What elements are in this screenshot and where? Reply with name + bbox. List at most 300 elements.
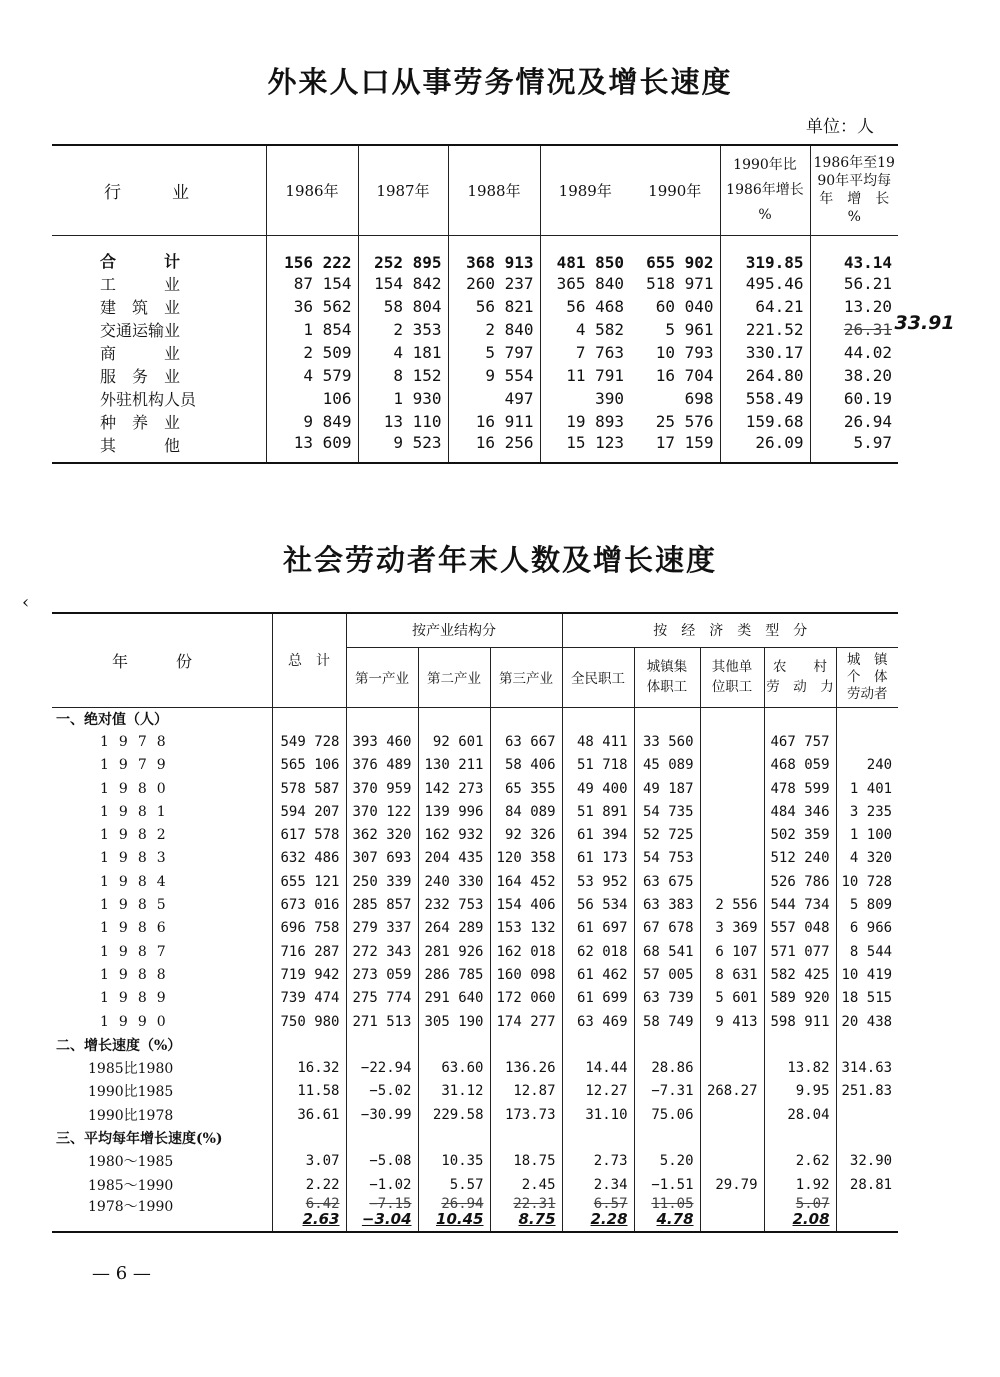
- table2-cell-p1: −22.94: [346, 1056, 418, 1079]
- table2-row: [52, 1103, 898, 1126]
- table2-cell-total: 594 207: [272, 800, 346, 823]
- table2-cell-p2: 10.35: [418, 1150, 490, 1173]
- table2-row-label: 1990比1985: [88, 1084, 174, 1101]
- table2-cell-rural: 544 734: [764, 893, 836, 916]
- table2-cell-total: 36.61: [272, 1103, 346, 1126]
- table2-cell-indiv: 4 320: [836, 847, 898, 870]
- table2-empty-cell: [700, 707, 764, 730]
- table2-row: [52, 1173, 898, 1196]
- table2-section-row: [52, 1033, 898, 1056]
- table2-header-tertiary: 第三产业: [490, 647, 562, 707]
- table2-cell-p3: 173.73: [490, 1103, 562, 1126]
- handwritten-value: 2.63: [302, 1210, 340, 1229]
- table2-cell-p1: 393 460: [346, 730, 418, 753]
- table2-cell-indiv: 20 438: [836, 1010, 898, 1033]
- table2-header-group-industry: 按产业结构分: [346, 613, 562, 647]
- table2-row: [52, 917, 898, 940]
- table2-cell-p1: 362 320: [346, 823, 418, 846]
- table1-cell-ratio: 264.80: [720, 364, 810, 387]
- table2-row-label: 1983: [100, 850, 176, 867]
- table2-row: [52, 754, 898, 777]
- table2-cell-coll: 68 541: [634, 940, 700, 963]
- table1-cell-ratio: 64.21: [720, 295, 810, 318]
- table2-empty-cell: [836, 707, 898, 730]
- table2-cell-rural: 28.04: [764, 1103, 836, 1126]
- table2-cell-other: 268.27: [700, 1080, 764, 1103]
- table1-cell-v1986: 87 154: [266, 272, 358, 295]
- table2-empty-cell: [634, 707, 700, 730]
- struck-value: 6.42: [305, 1196, 340, 1213]
- table2-cell-p1: 370 122: [346, 800, 418, 823]
- table2-title: 社会劳动者年末人数及增长速度: [282, 543, 717, 577]
- table2-row-label: 1989: [100, 990, 176, 1007]
- table1-cell-avg: 13.20: [810, 295, 898, 318]
- table2-header-primary: 第一产业: [346, 647, 418, 707]
- table2-row: [52, 1150, 898, 1173]
- table1-cell-v1990: 16 704: [655, 366, 714, 385]
- table2-section-row: [52, 707, 898, 730]
- table2-cell-state: 61 699: [562, 987, 634, 1010]
- table2-cell-other: 2 556: [700, 893, 764, 916]
- table2-cell-p2: 139 996: [418, 800, 490, 823]
- margin-mark: ‹: [22, 592, 30, 613]
- table1-cell-v1986: 2 509: [266, 341, 358, 364]
- table1-unit: 单位：人: [806, 117, 874, 137]
- table1-cell-v1986: 9 849: [266, 410, 358, 433]
- table2-section-label: 二、增长速度（%）: [56, 1037, 182, 1054]
- table2-cell-other: 3 369: [700, 917, 764, 940]
- table1-cell-avg: 5.97: [810, 433, 898, 463]
- table1-cell-v1986: 156 222: [266, 235, 358, 272]
- table2-empty-cell: [490, 707, 562, 730]
- table1-cell-v1987: 4 181: [358, 341, 448, 364]
- table2-header-collective-line: 城镇集: [646, 659, 688, 675]
- table1-row: [52, 433, 898, 463]
- table2-cell-p2: 229.58: [418, 1103, 490, 1126]
- table1-header-avg-line: 年 增 长: [819, 191, 890, 208]
- table2-cell-state: 2.73: [562, 1150, 634, 1173]
- table2-cell-p2: [418, 1196, 490, 1232]
- table1-cell-v1987: 2 353: [358, 318, 448, 341]
- table1-cell-v1986: 1 854: [266, 318, 358, 341]
- table2-cell-p3: 120 358: [490, 847, 562, 870]
- table2-cell-state: 53 952: [562, 870, 634, 893]
- table1-header-year: 1990年: [648, 181, 702, 200]
- table1-header-year: 1987年: [358, 145, 448, 235]
- table2-row-label: 1981: [100, 803, 176, 820]
- table1-row-label: 种 养 业: [100, 413, 181, 432]
- table2-cell-other: [700, 800, 764, 823]
- table2-cell-p2: 204 435: [418, 847, 490, 870]
- table2-row-label: 1978: [100, 733, 176, 750]
- table2-row-label: 1985～1990: [88, 1177, 174, 1194]
- struck-value: 11.05: [651, 1196, 694, 1213]
- table1-cell-ratio: 330.17: [720, 341, 810, 364]
- table1-row-label: 商 业: [100, 344, 181, 363]
- table1-row-label: 交通运输业: [100, 321, 181, 340]
- table1-cell-v1990: 698: [684, 389, 714, 408]
- table2-cell-p3: 84 089: [490, 800, 562, 823]
- table2-cell-total: 716 287: [272, 940, 346, 963]
- table1-cell-v1990: 655 902: [646, 253, 714, 272]
- table2-cell-rural: 467 757: [764, 730, 836, 753]
- table1-cell-avg: 26.94: [810, 410, 898, 433]
- table2-empty-cell: [562, 707, 634, 730]
- table1-header-ratio-line: %: [758, 206, 772, 223]
- table1-row-label: 建 筑 业: [100, 298, 181, 317]
- table1-cell-v1987: 154 842: [358, 272, 448, 295]
- table2-cell-rural: [764, 1196, 836, 1232]
- table1-cell-ratio: 319.85: [720, 235, 810, 272]
- table2-cell-indiv: 28.81: [836, 1173, 898, 1196]
- table2-empty-cell: [764, 707, 836, 730]
- table2-header-individual-line: 个 体: [847, 668, 888, 685]
- table2-cell-p3: 174 277: [490, 1010, 562, 1033]
- table1-cell-v1986: 13 609: [266, 433, 358, 463]
- table2-cell-p3: 172 060: [490, 987, 562, 1010]
- handwritten-value: 2.08: [792, 1210, 830, 1229]
- table2-row: [52, 893, 898, 916]
- table2-cell-indiv: [836, 730, 898, 753]
- table2-cell-other: [700, 847, 764, 870]
- table2-cell-indiv: 240: [836, 754, 898, 777]
- table2-cell-p3: 12.87: [490, 1080, 562, 1103]
- table1-row: [52, 295, 898, 318]
- table2-cell-state: 49 400: [562, 777, 634, 800]
- table2-cell-p1: −1.02: [346, 1173, 418, 1196]
- table1-cell-avg: 26.31 33.91: [810, 318, 898, 341]
- table2-cell-state: 14.44: [562, 1056, 634, 1079]
- table2-cell-p2: 130 211: [418, 754, 490, 777]
- table1-cell-v1987: 1 930: [358, 387, 448, 410]
- handwritten-correction: 33.91: [894, 312, 955, 334]
- handwritten-value: 10.45: [436, 1210, 484, 1229]
- table1-cell-v1990: 17 159: [655, 433, 714, 452]
- table1-cell-v1990: 5 961: [665, 320, 714, 339]
- table2-row-label: 1990: [100, 1013, 176, 1030]
- table2-cell-rural: 582 425: [764, 963, 836, 986]
- table1-cell-v1988: 16 911: [448, 410, 540, 433]
- handwritten-value: 4.78: [656, 1210, 694, 1229]
- table2-cell-other: [700, 823, 764, 846]
- table1-cell-v1989: 7 763: [540, 341, 630, 364]
- table2-cell-p1: −5.02: [346, 1080, 418, 1103]
- table1-row-label: 外驻机构人员: [100, 390, 197, 409]
- table2-cell-p2: 31.12: [418, 1080, 490, 1103]
- table2: [52, 612, 898, 1233]
- table1-cell-v1987: 252 895: [358, 235, 448, 272]
- table2-cell-total: 632 486: [272, 847, 346, 870]
- table1-cell-v1990: 10 793: [655, 343, 714, 362]
- table2-cell-p1: 272 343: [346, 940, 418, 963]
- table1-row: [52, 364, 898, 387]
- table1: [52, 144, 955, 464]
- table2-empty-cell: [562, 1126, 634, 1149]
- table2-cell-p2: 92 601: [418, 730, 490, 753]
- table1-header-avg-line: 1986年至19: [813, 155, 895, 172]
- table2-cell-total: 2.22: [272, 1173, 346, 1196]
- table2-cell-state: 61 173: [562, 847, 634, 870]
- table1-cell-avg: 43.14: [810, 235, 898, 272]
- table2-header-rural: [764, 647, 836, 707]
- table2-cell-state: 61 697: [562, 917, 634, 940]
- table1-header-industry: 行 业: [104, 182, 189, 203]
- table2-cell-p3: 65 355: [490, 777, 562, 800]
- table1-cell-avg: 38.20: [810, 364, 898, 387]
- table1-cell-ratio: 495.46: [720, 272, 810, 295]
- table2-header-collective-line: 体职工: [646, 679, 688, 695]
- table2-header-year: 年 份: [52, 613, 272, 707]
- table1-cell-v1986: 106: [266, 387, 358, 410]
- table2-cell-p3: 164 452: [490, 870, 562, 893]
- table1-cell-ratio: 26.09: [720, 433, 810, 463]
- table1-cell-v1990: 518 971: [646, 274, 714, 293]
- table2-header-secondary: 第二产业: [418, 647, 490, 707]
- table2-cell-other: [700, 1196, 764, 1232]
- table2-header-rural-line: 劳 动 力: [766, 679, 834, 695]
- table2-header-collective: [634, 647, 700, 707]
- table1-header-ratio-line: 1990年比: [733, 156, 797, 173]
- table2-header-other-line: 位职工: [711, 679, 753, 695]
- table1-cell-v1987: 58 804: [358, 295, 448, 318]
- table2-empty-cell: [764, 1033, 836, 1056]
- table2-empty-cell: [490, 1033, 562, 1056]
- table2-cell-total: 565 106: [272, 754, 346, 777]
- table2-cell-p1: 285 857: [346, 893, 418, 916]
- table2-cell-coll: 54 753: [634, 847, 700, 870]
- table2-cell-p2: 240 330: [418, 870, 490, 893]
- table2-cell-rural: 13.82: [764, 1056, 836, 1079]
- table1-cell-v1988: 9 554: [448, 364, 540, 387]
- table2-empty-cell: [836, 1033, 898, 1056]
- table2-cell-state: 51 718: [562, 754, 634, 777]
- table1-cell-avg: 56.21: [810, 272, 898, 295]
- table2-header-state: 全民职工: [562, 647, 634, 707]
- table2-cell-other: [700, 870, 764, 893]
- table2-cell-coll: 58 749: [634, 1010, 700, 1033]
- table1-row: [52, 410, 898, 433]
- table2-cell-indiv: 3 235: [836, 800, 898, 823]
- table2-cell-rural: 598 911: [764, 1010, 836, 1033]
- table2-cell-other: 5 601: [700, 987, 764, 1010]
- table2-cell-indiv: 18 515: [836, 987, 898, 1010]
- table2-row: [52, 800, 898, 823]
- table1-cell-ratio: 221.52: [720, 318, 810, 341]
- table2-cell-p1: 271 513: [346, 1010, 418, 1033]
- table1-cell-v1989: 15 123: [540, 433, 630, 463]
- table2-cell-coll: 5.20: [634, 1150, 700, 1173]
- table1-header-year: 1988年: [448, 145, 540, 235]
- table2-header-other-line: 其他单: [711, 659, 753, 675]
- table2-cell-total: 549 728: [272, 730, 346, 753]
- table2-cell-total: 696 758: [272, 917, 346, 940]
- table2-empty-cell: [346, 707, 418, 730]
- table2-cell-state: 31.10: [562, 1103, 634, 1126]
- table2-cell-p2: 281 926: [418, 940, 490, 963]
- table1-cell-v1990: 25 576: [655, 412, 714, 431]
- table2-cell-total: 673 016: [272, 893, 346, 916]
- table1-row: [52, 235, 898, 272]
- table1-cell-v1988: 5 797: [448, 341, 540, 364]
- table1-cell-v1987: 9 523: [358, 433, 448, 463]
- table2-cell-indiv: 251.83: [836, 1080, 898, 1103]
- table2-cell-rural: 526 786: [764, 870, 836, 893]
- table2-cell-p2: 142 273: [418, 777, 490, 800]
- table1-cell-v1989: 4 582: [540, 318, 630, 341]
- table2-cell-p1: 279 337: [346, 917, 418, 940]
- table2-cell-coll: 67 678: [634, 917, 700, 940]
- table2-empty-cell: [272, 1033, 346, 1056]
- table2-cell-p2: 63.60: [418, 1056, 490, 1079]
- table2-row: [52, 1080, 898, 1103]
- table2-empty-cell: [346, 1126, 418, 1149]
- struck-value: 22.31: [513, 1196, 556, 1213]
- table2-cell-p1: 275 774: [346, 987, 418, 1010]
- table2-cell-total: 11.58: [272, 1080, 346, 1103]
- table2-cell-state: 63 469: [562, 1010, 634, 1033]
- handwritten-value: 8.75: [518, 1210, 556, 1229]
- table2-cell-p1: −5.08: [346, 1150, 418, 1173]
- table1-cell-v1987: 8 152: [358, 364, 448, 387]
- table1-cell-v1989: 390: [540, 387, 630, 410]
- table2-header-rural-line: 农 村: [773, 659, 828, 675]
- table2-cell-p1: 273 059: [346, 963, 418, 986]
- table2-empty-cell: [764, 1126, 836, 1149]
- table2-cell-p2: 5.57: [418, 1173, 490, 1196]
- table2-empty-cell: [490, 1126, 562, 1149]
- table2-row-label: 1987: [100, 943, 176, 960]
- table2-cell-indiv: 1 401: [836, 777, 898, 800]
- table2-empty-cell: [562, 1033, 634, 1056]
- table2-cell-state: 62 018: [562, 940, 634, 963]
- table2-header-individual-line: 劳动者: [847, 685, 888, 702]
- table2-cell-coll: 75.06: [634, 1103, 700, 1126]
- table2-cell-state: [562, 1196, 634, 1232]
- table1-body: [52, 235, 955, 463]
- table2-body: [52, 707, 898, 1232]
- table2-cell-other: 9 413: [700, 1010, 764, 1033]
- table1-header-ratio-line: 1986年增长: [726, 181, 804, 198]
- table2-row: [52, 777, 898, 800]
- table1-cell-v1988: 260 237: [448, 272, 540, 295]
- table2-empty-cell: [418, 1033, 490, 1056]
- table2-cell-indiv: 10 728: [836, 870, 898, 893]
- table2-cell-indiv: 1 100: [836, 823, 898, 846]
- table2-cell-indiv: 8 544: [836, 940, 898, 963]
- struck-value: 6.57: [593, 1196, 628, 1213]
- table2-row-label: 1982: [100, 827, 176, 844]
- table2-cell-p3: 18.75: [490, 1150, 562, 1173]
- table2-cell-other: [700, 777, 764, 800]
- table2-row: [52, 847, 898, 870]
- struck-value: −7.15: [369, 1196, 412, 1213]
- table2-cell-p3: 160 098: [490, 963, 562, 986]
- table2-cell-p1: 250 339: [346, 870, 418, 893]
- table2-empty-cell: [272, 707, 346, 730]
- table2-cell-p3: 162 018: [490, 940, 562, 963]
- table2-cell-other: 8 631: [700, 963, 764, 986]
- table2-cell-indiv: 5 809: [836, 893, 898, 916]
- table2-cell-indiv: [836, 1196, 898, 1232]
- table1-header-year: 1989年: [540, 145, 630, 235]
- table2-cell-p1: 307 693: [346, 847, 418, 870]
- table2-cell-p1: [346, 1196, 418, 1232]
- table2-cell-indiv: 6 966: [836, 917, 898, 940]
- table2-header-total: 总 计: [272, 613, 346, 707]
- table1-cell-v1988: 56 821: [448, 295, 540, 318]
- table1-header-year: 1986年: [266, 145, 358, 235]
- table2-cell-other: [700, 754, 764, 777]
- table1-header-avg: [810, 145, 898, 235]
- table2-cell-p1: −30.99: [346, 1103, 418, 1126]
- table2-cell-indiv: 314.63: [836, 1056, 898, 1079]
- table2-cell-indiv: [836, 1103, 898, 1126]
- table2-cell-total: 719 942: [272, 963, 346, 986]
- struck-value: 26.94: [441, 1196, 484, 1213]
- table2-cell-p3: 136.26: [490, 1056, 562, 1079]
- table2-section-row: [52, 1126, 898, 1149]
- table2-cell-rural: 2.62: [764, 1150, 836, 1173]
- table2-cell-coll: 49 187: [634, 777, 700, 800]
- table1-cell-v1990: 60 040: [655, 297, 714, 316]
- table2-row-label: 1985: [100, 897, 176, 914]
- table2-section-label: 一、绝对值（人）: [56, 711, 168, 728]
- table2-empty-cell: [700, 1126, 764, 1149]
- handwritten-value: 2.28: [590, 1210, 628, 1229]
- table2-section-label: 三、平均每年增长速度(%): [56, 1130, 223, 1147]
- table1-cell-v1989: 481 850: [540, 235, 630, 272]
- table2-cell-coll: 28.86: [634, 1056, 700, 1079]
- table2-cell-rural: 484 346: [764, 800, 836, 823]
- table2-cell-state: 56 534: [562, 893, 634, 916]
- table2-cell-p3: 63 667: [490, 730, 562, 753]
- table1-cell-v1988: 16 256: [448, 433, 540, 463]
- table2-cell-indiv: 32.90: [836, 1150, 898, 1173]
- table2-cell-state: 48 411: [562, 730, 634, 753]
- table2-cell-rural: 9.95: [764, 1080, 836, 1103]
- table1-cell-ratio: 558.49: [720, 387, 810, 410]
- table2-cell-coll: 63 383: [634, 893, 700, 916]
- table2-row-label: 1980～1985: [88, 1154, 174, 1171]
- table1-cell-v1988: 497: [448, 387, 540, 410]
- table2-row-label: 1979: [100, 757, 176, 774]
- table2-cell-total: 3.07: [272, 1150, 346, 1173]
- table1-cell-avg: 60.19: [810, 387, 898, 410]
- table2-cell-p3: 153 132: [490, 917, 562, 940]
- table1-row: [52, 272, 898, 295]
- table1-cell-v1988: 2 840: [448, 318, 540, 341]
- table2-cell-state: 12.27: [562, 1080, 634, 1103]
- table2-cell-state: 2.34: [562, 1173, 634, 1196]
- table2-cell-total: 16.32: [272, 1056, 346, 1079]
- table2-cell-p3: 154 406: [490, 893, 562, 916]
- table2-cell-coll: 54 735: [634, 800, 700, 823]
- table2-cell-coll: 63 675: [634, 870, 700, 893]
- table2-cell-total: 617 578: [272, 823, 346, 846]
- table2-row-label: 1990比1978: [88, 1107, 174, 1124]
- table1-cell-v1987: 13 110: [358, 410, 448, 433]
- table1-cell-v1986: 36 562: [266, 295, 358, 318]
- table2-row: [52, 823, 898, 846]
- table2-cell-rural: 557 048: [764, 917, 836, 940]
- table2-row-label: 1978～1990: [88, 1199, 174, 1216]
- table2-row: [52, 940, 898, 963]
- table2-row: [52, 1196, 898, 1232]
- table2-cell-coll: 33 560: [634, 730, 700, 753]
- table2-cell-total: 578 587: [272, 777, 346, 800]
- table1-row: [52, 387, 898, 410]
- table2-cell-rural: 512 240: [764, 847, 836, 870]
